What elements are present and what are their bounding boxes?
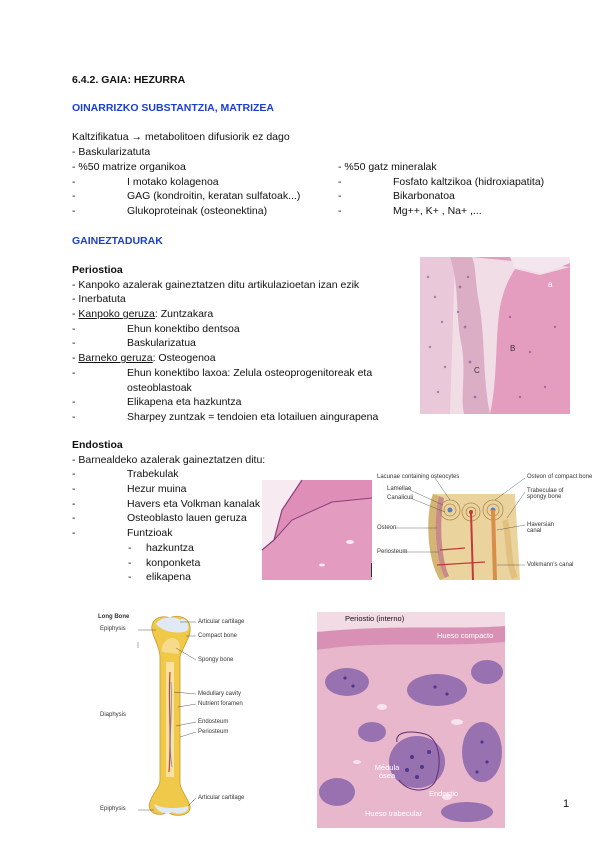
matrix-heading: OINARRIZKO SUBSTANTZIA, MATRIZEA bbox=[72, 102, 275, 114]
list-item: - Ehun konektibo laxoa: Zelula osteoprogenitoreak eta bbox=[72, 366, 412, 381]
label-periostio: Periostio (interno) bbox=[345, 614, 405, 623]
matrix-line-1: Kaltzifikatua → metabolitoen difusiorik ez dago bbox=[72, 131, 290, 143]
label-lacunae: Lacunae containing osteocytes bbox=[377, 474, 460, 480]
long-bone-diagram bbox=[98, 612, 276, 820]
list-item: - Bikarbonatoa bbox=[338, 189, 578, 204]
periosteum-histology-image bbox=[420, 257, 570, 414]
list-item: - Ehun konektibo dentsoa bbox=[72, 322, 412, 337]
list-item: - Trabekulak bbox=[72, 467, 272, 482]
list-item: - Baskularizatua bbox=[72, 336, 412, 351]
endosteum-histology-image bbox=[262, 480, 372, 580]
label-lamellae: Lamellae bbox=[387, 486, 412, 492]
list-item-continuation: osteoblastoak bbox=[127, 381, 192, 394]
label-volkmann: Volkmann's canal bbox=[527, 562, 574, 568]
label-trabeculae: Trabeculae of spongy bone bbox=[527, 488, 564, 500]
mineral-salts-block bbox=[338, 160, 578, 219]
label-hueso-trabecular: Hueso trabecular bbox=[365, 809, 423, 818]
label-osteon-compact: Osteon of compact bone bbox=[527, 474, 593, 480]
list-item: - Glukoproteinak (osteonektina) bbox=[72, 204, 342, 219]
histology-label-b: B bbox=[510, 344, 516, 353]
label-epiphysis-bottom: Epiphysis bbox=[100, 806, 126, 812]
label-articular-bottom: Articular cartilage bbox=[198, 795, 245, 801]
page-number: 1 bbox=[563, 798, 570, 810]
organic-matrix-title: - %50 matrize organikoa bbox=[72, 161, 186, 173]
periosteum-section bbox=[72, 263, 412, 425]
bone-histology-image bbox=[317, 612, 505, 828]
label-haversian: Haversian canal bbox=[527, 522, 555, 534]
list-item: - Hezur muina bbox=[72, 482, 272, 497]
organic-matrix-block bbox=[72, 160, 342, 219]
endosteum-title: Endostioa bbox=[72, 439, 123, 451]
periosteum-line-2: - Inerbatuta bbox=[72, 293, 126, 306]
mineral-salts-title: - %50 gatz mineralak bbox=[338, 161, 437, 173]
label-nutrient: Nutrient foramen bbox=[198, 701, 243, 707]
list-item: - Havers eta Volkman kanalak bbox=[72, 497, 272, 512]
list-item: - Osteoblasto lauen geruza bbox=[72, 511, 272, 526]
label-epiphysis-top: Epiphysis bbox=[100, 626, 126, 632]
inner-layer-line: - Barneko geruza: Osteogenoa bbox=[72, 352, 216, 365]
label-compact: Compact bone bbox=[198, 633, 238, 639]
coverings-heading: GAINEZTADURAK bbox=[72, 235, 163, 247]
label-spongy: Spongy bone bbox=[198, 657, 234, 663]
histology-label-c: C bbox=[474, 366, 480, 375]
label-diaphysis: Diaphysis bbox=[100, 712, 127, 718]
function-item: - elikapena bbox=[72, 570, 272, 585]
list-item: - Elikapena eta hazkuntza bbox=[72, 395, 412, 410]
label-medula: Médula ósea bbox=[374, 763, 400, 780]
list-item: - I motako kolagenoa bbox=[72, 175, 342, 190]
label-medullary: Medullary cavity bbox=[198, 691, 242, 697]
periosteum-line-1: - Kanpoko azalerak gaineztatzen ditu artikulazioetan izan ezik bbox=[72, 278, 360, 291]
function-item: - konponketa bbox=[72, 556, 272, 571]
long-bone-title: Long Bone bbox=[98, 614, 130, 620]
outer-layer-line: - Kanpoko geruza: Zuntzakara bbox=[72, 308, 214, 321]
list-item: - Sharpey zuntzak = tendoien eta lotailuen aingurapena bbox=[72, 410, 412, 425]
label-osteon: Osteon bbox=[377, 525, 397, 531]
label-periosteum: Periosteum bbox=[198, 729, 229, 735]
matrix-line-2: - Baskularizatuta bbox=[72, 146, 151, 158]
osteon-diagram bbox=[375, 470, 593, 588]
endosteum-line-1: - Barnealdeko azalerak gaineztatzen ditu: bbox=[72, 453, 266, 466]
endosteum-section bbox=[72, 438, 272, 585]
histology-label-a: a bbox=[548, 280, 553, 289]
page-title: 6.4.2. GAIA: HEZURRA bbox=[72, 74, 186, 86]
label-canaliculi: Canaliculi bbox=[387, 495, 414, 501]
periosteum-title: Periostioa bbox=[72, 264, 123, 276]
list-item: - Fosfato kaltzikoa (hidroxiapatita) bbox=[338, 175, 578, 190]
list-item: - Funtzioak bbox=[72, 526, 272, 541]
label-periosteum: Periosteum bbox=[377, 549, 408, 555]
list-item: - Mg++, K+ , Na+ ,... bbox=[338, 204, 578, 219]
function-item: - hazkuntza bbox=[72, 541, 272, 556]
label-endostio: Endostio bbox=[429, 789, 459, 798]
label-hueso-compacto: Hueso compacto bbox=[437, 631, 494, 640]
label-endosteum: Endosteum bbox=[198, 719, 229, 725]
label-articular-top: Articular cartilage bbox=[198, 619, 245, 625]
list-item: - GAG (kondroitin, keratan sulfatoak...) bbox=[72, 189, 342, 204]
divider-mark bbox=[371, 563, 372, 577]
